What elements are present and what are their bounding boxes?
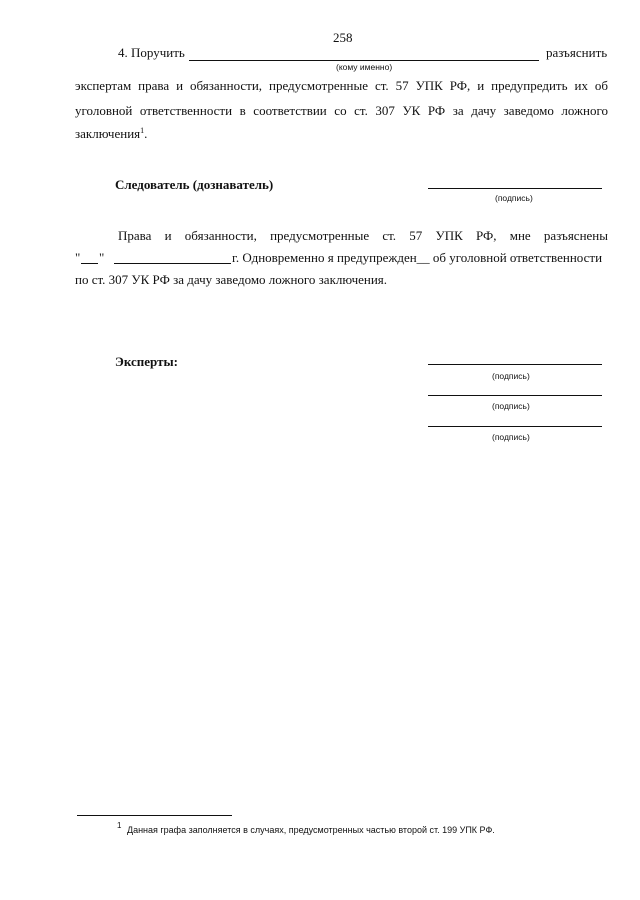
investigator-signature-line: [428, 188, 602, 189]
footnote-text: Данная графа заполняется в случаях, предусмотренных частью второй ст. 199 УПК РФ.: [126, 825, 495, 835]
experts-label: Эксперты:: [115, 354, 178, 369]
item4-line3: [75, 126, 147, 142]
item4-caption: (кому именно): [336, 62, 393, 72]
item4-footnote-mark: 1: [140, 126, 145, 135]
rights-month-year-line: [114, 263, 231, 264]
expert-caption-3: (подпись): [492, 432, 530, 442]
expert-signature-line-2: [428, 395, 602, 396]
item4-suffix: разъяснить: [546, 45, 608, 60]
rights-quote-close: ": [99, 250, 105, 265]
footnote-separator: [77, 815, 232, 816]
rights-line3: по ст. 307 УК РФ за дачу заведомо ложного заключения.: [75, 272, 388, 287]
expert-signature-line-1: [428, 364, 602, 365]
rights-quote-open: ": [75, 250, 81, 265]
expert-caption-1: (подпись): [492, 371, 530, 381]
rights-day-line: [81, 263, 98, 264]
page-number: 258: [333, 30, 353, 45]
footnote-mark: 1: [117, 821, 122, 830]
rights-line2-text: г. Одновременно я предупрежден__ об уголовной ответственности: [232, 250, 603, 265]
expert-caption-2: (подпись): [492, 401, 530, 411]
item4-prefix: 4. Поручить: [118, 45, 185, 60]
item4-recipient-line: [189, 60, 539, 61]
footnote: [117, 821, 495, 836]
item4-line2: уголовной ответственности в соответствии со ст. 307 УК РФ за дачу заведомо ложного: [75, 103, 608, 118]
investigator-caption: (подпись): [495, 193, 533, 203]
expert-signature-line-3: [428, 426, 602, 427]
item4-line1: экспертам права и обязанности, предусмотренные ст. 57 УПК РФ, и предупредить их об: [75, 78, 608, 93]
rights-line1: Права и обязанности, предусмотренные ст. 57 УПК РФ, мне разъяснены: [118, 228, 608, 243]
item4-line3-end: .: [144, 126, 148, 141]
investigator-label: Следователь (дознаватель): [115, 177, 274, 192]
item4-line3-text: заключения: [75, 126, 141, 141]
